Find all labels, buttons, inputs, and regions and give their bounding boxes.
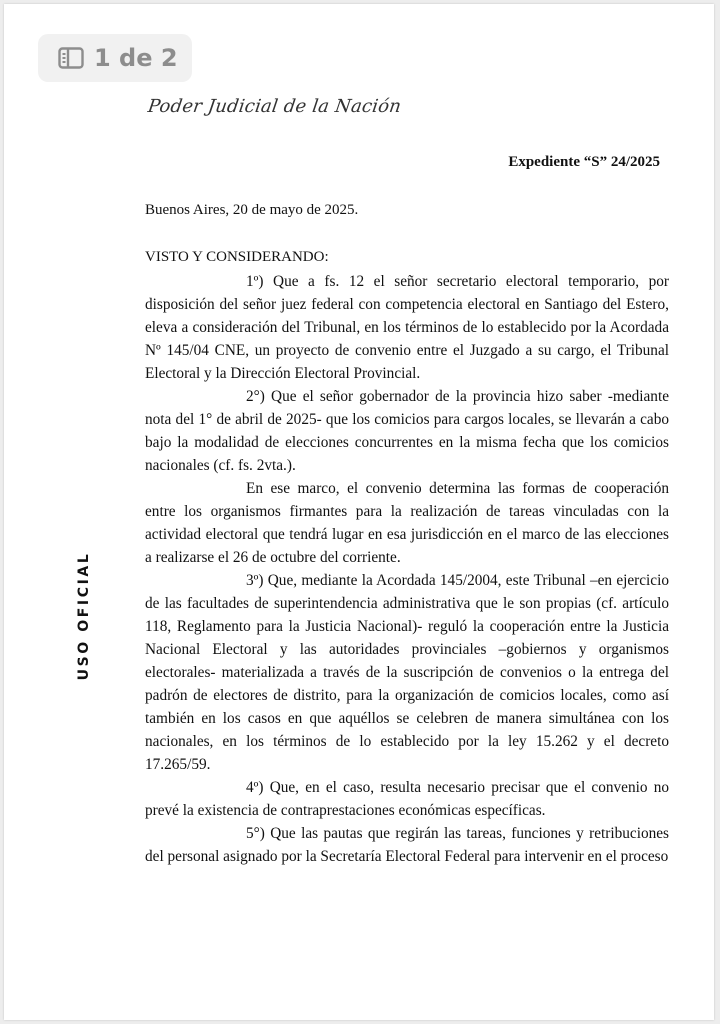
document-page — [4, 4, 714, 1020]
paragraph: 1º) Que a fs. 12 el señor secretario electoral temporario, por disposición del señor juez federal con competencia electoral en Santiago del Estero, eleva a consideración del Tribunal, en los términos de lo establecido por la Acordada Nº 145/04 CNE, un proyecto de convenio entre el Juzgado a su cargo, el Tribunal Electoral y la Dirección Electoral Provincial. — [145, 273, 669, 382]
paragraph: 3º) Que, mediante la Acordada 145/2004, este Tribunal –en ejercicio de las facultades de superintendencia administrativa que le son propias (cf. artículo 118, Reglamento para la Justicia Nacional)- reguló la cooperación entre la Justicia Nacional Electoral y las autoridades provinciales –gobiernos y organismos electorales- materializada a través de la suscripción de convenios o la entrega del padrón de electores de distrito, para la organización de comicios locales, como así también en los casos en que aquéllos se celebren de manera simultánea con los nacionales, en los términos de lo establecido por la ley 15.262 y el decreto 17.265/59. — [145, 572, 669, 773]
date-line: Buenos Aires, 20 de mayo de 2025. — [145, 202, 359, 218]
letterhead: Poder Judicial de la Nación — [146, 96, 403, 117]
page-indicator-label: 1 de 2 — [94, 44, 178, 72]
section-heading: VISTO Y CONSIDERANDO: — [145, 249, 329, 265]
document-body — [145, 270, 669, 868]
official-use-label: USO OFICIAL — [76, 551, 92, 681]
paragraph: 4º) Que, en el caso, resulta necesario precisar que el convenio no prevé la existencia de contraprestaciones económicas específicas. — [145, 779, 669, 819]
paragraph: En ese marco, el convenio determina las formas de cooperación entre los organismos firmantes para la realización de tareas vinculadas con la actividad electoral que tendrá lugar en esa jurisdicción en el marco de las elecciones a realizarse el 26 de octubre del corriente. — [145, 480, 669, 566]
sidebar-panel-icon — [58, 47, 84, 69]
page-indicator-button[interactable] — [38, 34, 192, 82]
case-number: Expediente “S” 24/2025 — [508, 154, 660, 170]
paragraph: 5°) Que las pautas que regirán las tareas, funciones y retribuciones del personal asignado por la Secretaría Electoral Federal para intervenir en el proceso — [145, 825, 669, 865]
paragraph: 2°) Que el señor gobernador de la provincia hizo saber -mediante nota del 1° de abril de 2025- que los comicios para cargos locales, se llevarán a cabo bajo la modalidad de elecciones concurrentes en la misma fecha que los comicios nacionales (cf. fs. 2vta.). — [145, 388, 669, 474]
